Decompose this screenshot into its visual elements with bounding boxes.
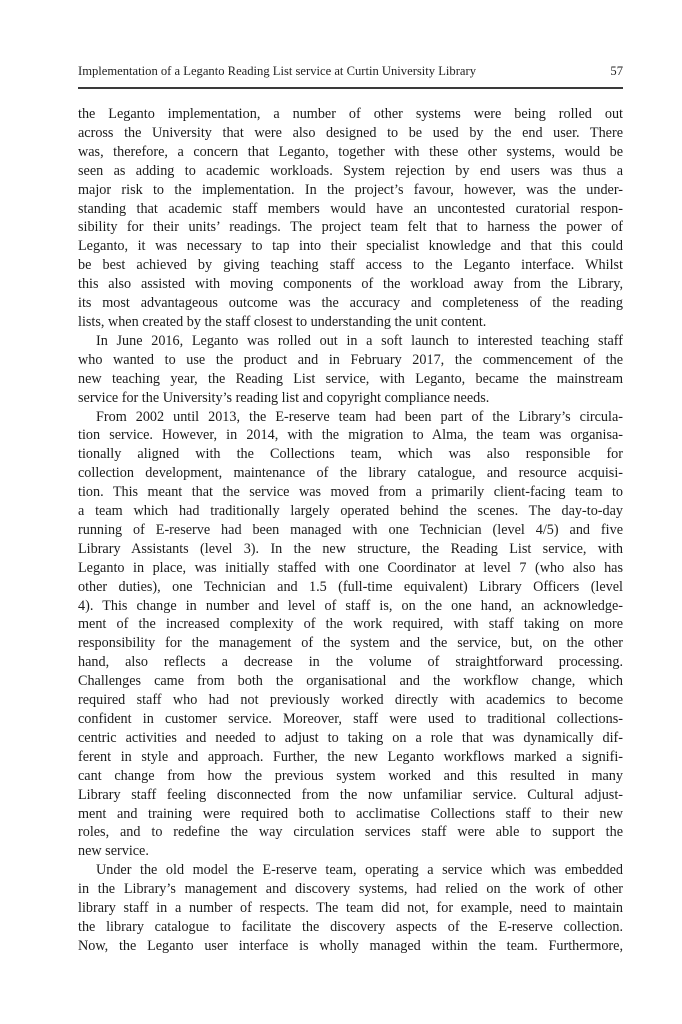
text-line: lists, when created by the staff closest to understanding the unit content. xyxy=(78,313,487,330)
text-line: hand, also reflects a decrease in the volume of straightforward processing. xyxy=(78,654,623,671)
text-line: Library Assistants (level 3). In the new structure, the Reading List service, with xyxy=(78,540,623,557)
text-line: ment and training were required both to acclimatise Collections staff to their new xyxy=(78,805,623,822)
text-line: new teaching year, the Reading List service, with Leganto, became the mainstream xyxy=(78,370,623,387)
text-line: From 2002 until 2013, the E-reserve team had been part of the Library’s circula- xyxy=(96,408,623,425)
text-line: tion. This meant that the service was moved from a primarily client-facing team to xyxy=(78,484,623,501)
text-line: major risk to the implementation. In the project’s favour, however, was the under- xyxy=(78,181,623,198)
text-line: Under the old model the E-reserve team, operating a service which was embedded xyxy=(96,862,623,879)
text-line: roles, and to redefine the way circulation services staff were able to support the xyxy=(78,824,623,841)
text-line: In June 2016, Leganto was rolled out in a soft launch to interested teaching staff xyxy=(96,332,623,349)
text-line: seen as adding to academic workloads. System rejection by end users was thus a xyxy=(78,162,623,179)
paragraph xyxy=(78,861,623,956)
text-line: Challenges came from both the organisational and the workflow change, which xyxy=(78,673,623,690)
text-line: be best achieved by giving teaching staff access to the Leganto interface. Whilst xyxy=(78,257,623,274)
paragraph xyxy=(78,332,623,408)
text-line: Library staff feeling disconnected from the now unfamiliar service. Cultural adjust- xyxy=(78,786,623,803)
text-line: service for the University’s reading list and copyright compliance needs. xyxy=(78,389,490,406)
paragraph xyxy=(78,105,623,332)
header-rule xyxy=(78,87,623,89)
text-line: ment of the increased complexity of the work required, with staff taking on more xyxy=(78,616,623,633)
text-line: tionally aligned with the Collections team, which was also responsible for xyxy=(78,446,623,463)
text-line: standing that academic staff members would have an uncontested curatorial respon- xyxy=(78,200,623,217)
text-line: other duties), one Technician and 1.5 (full-time equivalent) Library Officers (level xyxy=(78,578,623,595)
text-line: collection development, maintenance of the library catalogue, and resource acquisi- xyxy=(78,465,623,482)
page-number: 57 xyxy=(610,64,623,78)
running-title: Implementation of a Leganto Reading List service at Curtin University Library xyxy=(78,64,476,78)
text-line: 4). This change in number and level of staff is, on the one hand, an acknowledge- xyxy=(78,597,623,614)
text-line: sibility for their units’ readings. The project team felt that to harness the power of xyxy=(78,219,623,236)
text-line: who wanted to use the product and in February 2017, the commencement of the xyxy=(78,351,623,368)
text-line: the library catalogue to facilitate the discovery aspects of the E-reserve collection. xyxy=(78,918,623,935)
text-line: tion service. However, in 2014, with the migration to Alma, the team was organisa- xyxy=(78,427,623,444)
running-header xyxy=(78,63,623,79)
text-line: ferent in style and approach. Further, the new Leganto workflows marked a signifi- xyxy=(78,748,623,765)
text-line: Leganto, it was necessary to tap into their specialist knowledge and that this could xyxy=(78,238,623,255)
text-line: its most advantageous outcome was the accuracy and completeness of the reading xyxy=(78,295,623,312)
text-line: responsibility for the management of the system and the service, but, on the other xyxy=(78,635,623,652)
text-line: was, therefore, a concern that Leganto, together with these other systems, would be xyxy=(78,143,623,160)
text-line: Now, the Leganto user interface is wholly managed within the team. Furthermore, xyxy=(78,937,623,954)
text-line: this also assisted with moving components of the workload away from the Library, xyxy=(78,276,623,293)
text-line: library staff in a number of respects. The team did not, for example, need to maintain xyxy=(78,900,623,917)
text-line: in the Library’s management and discovery systems, had relied on the work of other xyxy=(78,881,623,898)
text-line: Leganto in place, was initially staffed with one Coordinator at level 7 (who also has xyxy=(78,559,623,576)
text-line: required staff who had not previously worked directly with academics to become xyxy=(78,692,623,709)
text-line: centric activities and needed to adjust to taking on a role that was dynamically dif- xyxy=(78,729,623,746)
text-line: across the University that were also designed to be used by the end user. There xyxy=(78,124,623,141)
paragraph xyxy=(78,408,623,862)
text-line: new service. xyxy=(78,843,149,860)
text-line: confident in customer service. Moreover, staff were used to traditional collections- xyxy=(78,711,623,727)
text-line: running of E-reserve had been managed with one Technician (level 4/5) and five xyxy=(78,521,623,538)
text-line: the Leganto implementation, a number of other systems were being rolled out xyxy=(78,106,623,122)
page-body xyxy=(78,105,623,956)
text-line: a team which had traditionally largely operated behind the scenes. The day-to-day xyxy=(78,503,623,520)
text-line: cant change from how the previous system worked and this resulted in many xyxy=(78,767,623,784)
